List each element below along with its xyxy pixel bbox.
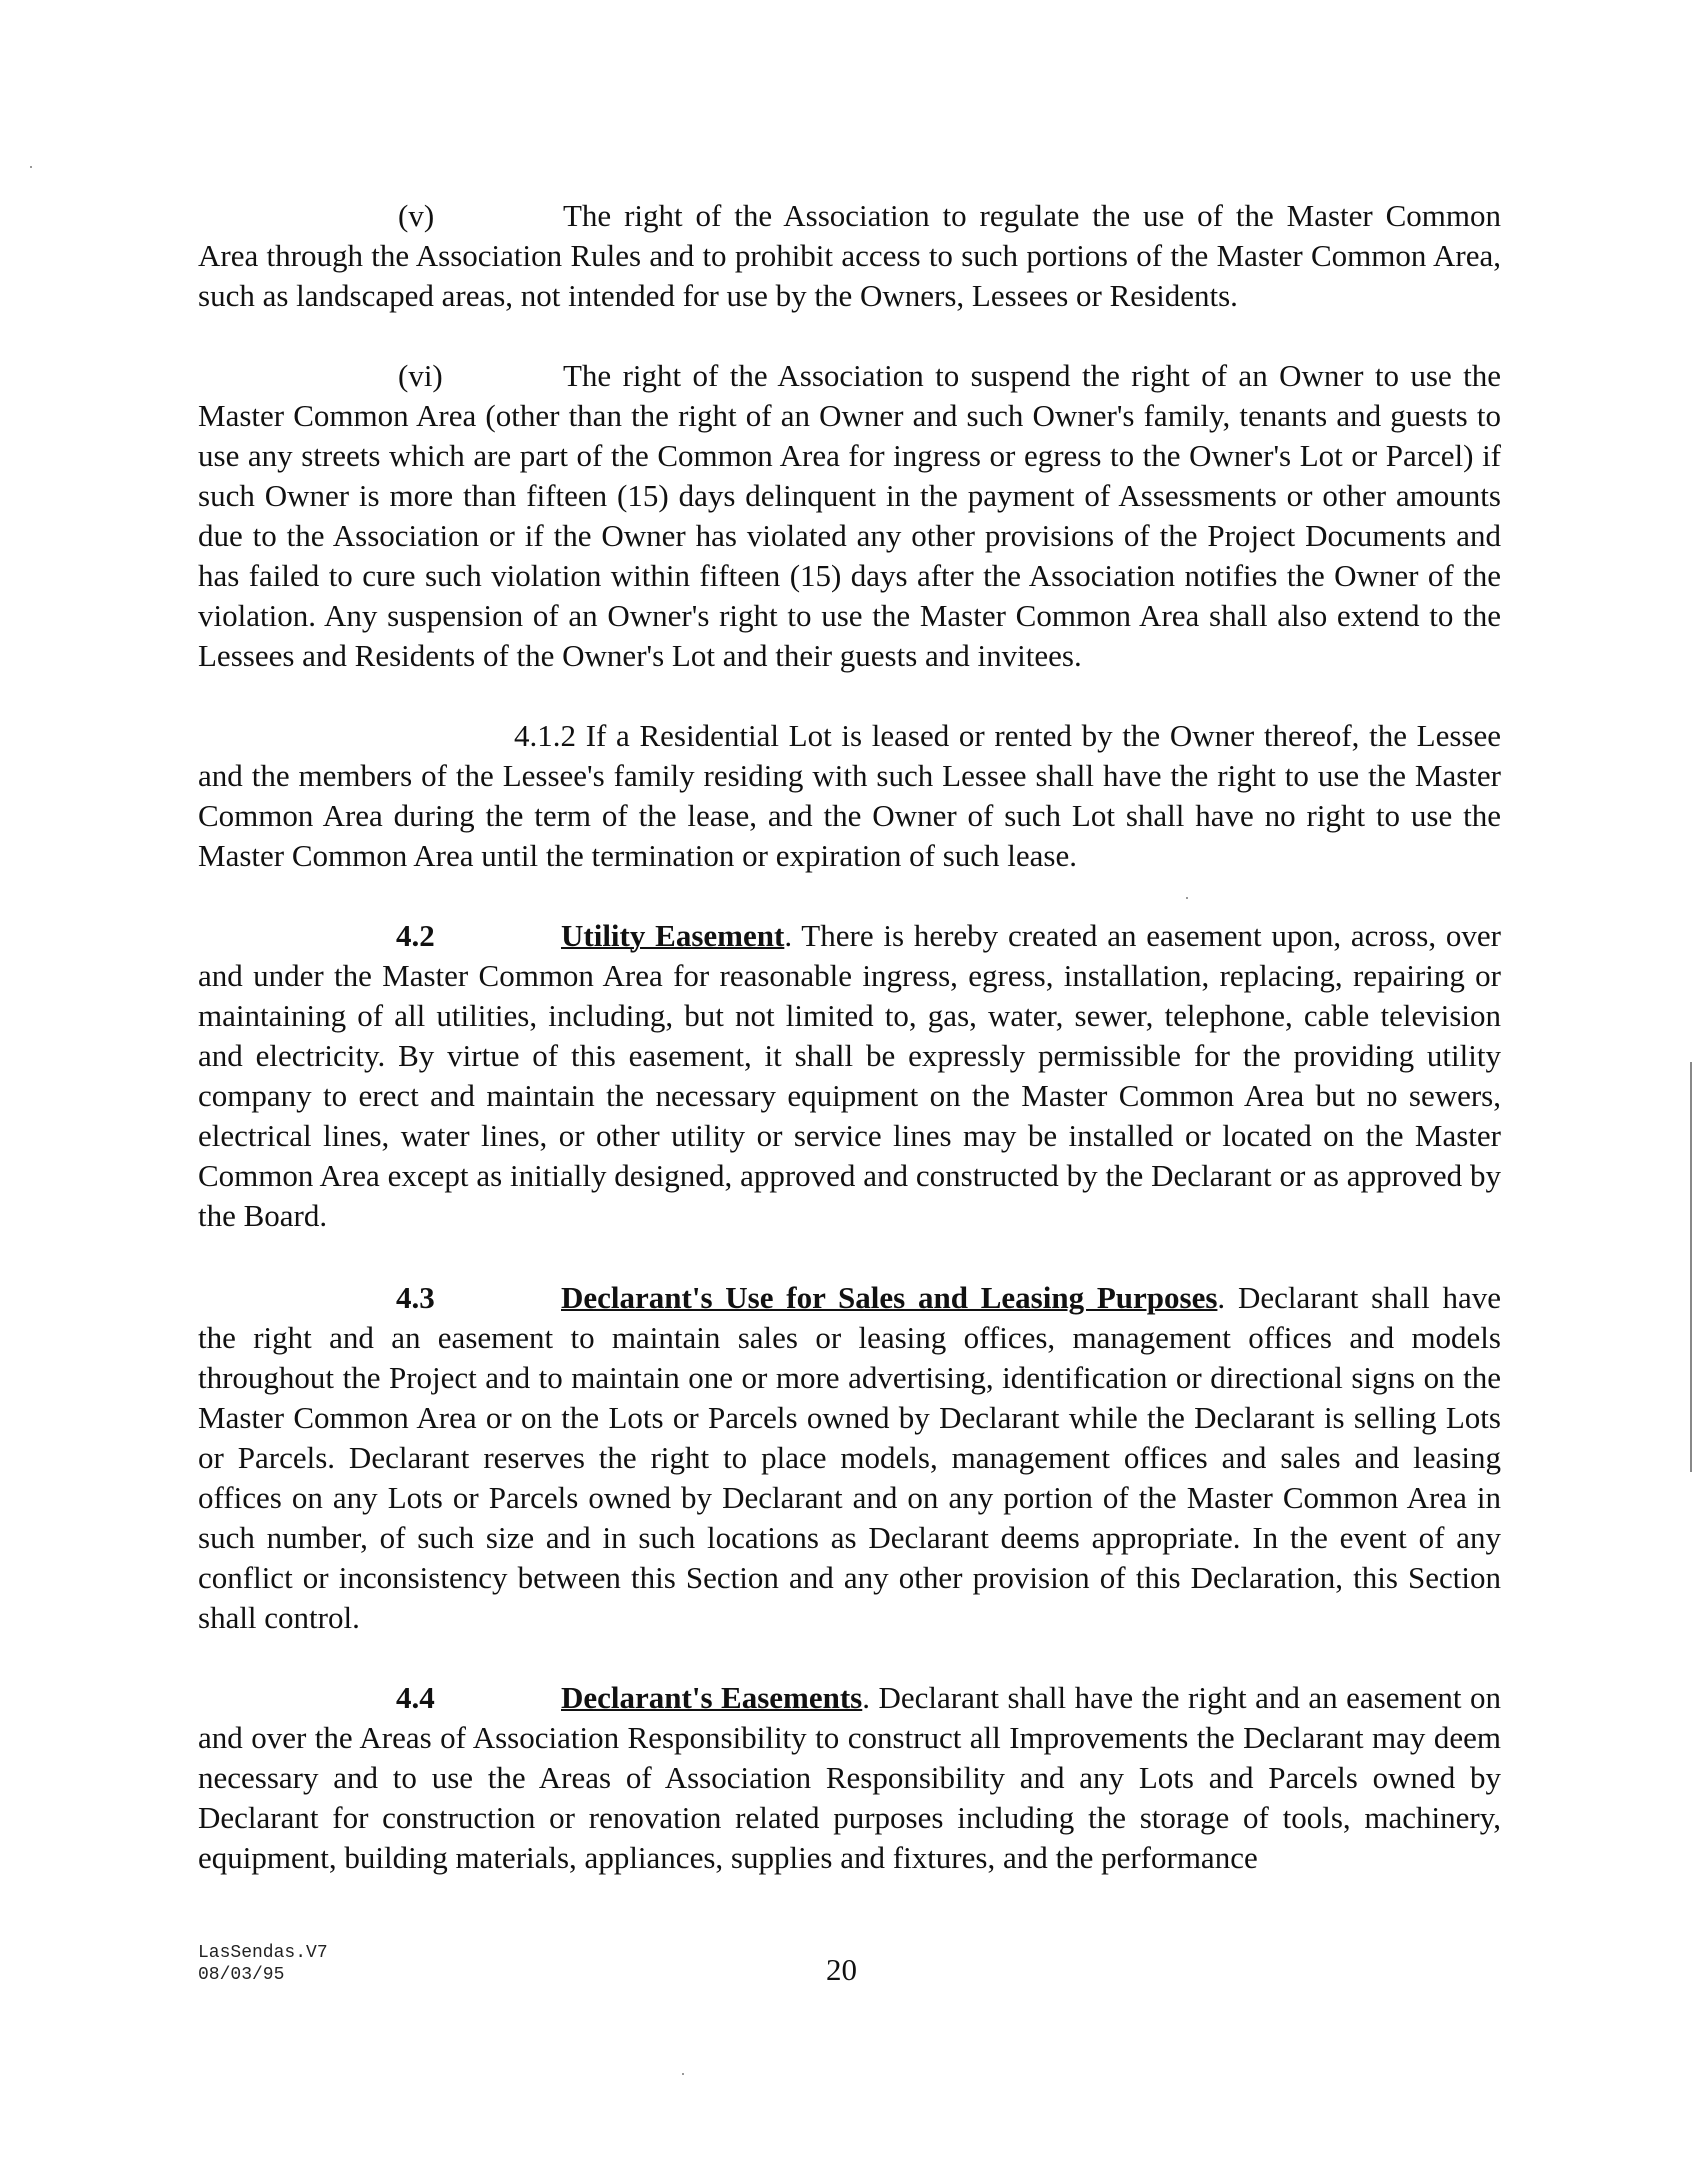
section-heading: Declarant's Use for Sales and Leasing Purposes [561,1280,1218,1315]
section-number: 4.4 [396,1680,435,1715]
section-4-4: 4.4 Declarant's Easements. Declarant shall have the right and an easement on and over the Areas of Association Responsibility to construct all Improvements the Declarant may deem necessary and to use the Areas of Association Responsibility and any Lots and Parcels owned by Declarant for construction or renovation related purposes including the storage of tools, machinery, equipment, building materials, appliances, supplies and fixtures, and the performance [198,1680,1502,1875]
footer-file-code: LasSendas.V7 [198,1943,328,1963]
scan-edge-line [1690,1062,1692,1472]
footer-document-code [198,1942,328,1986]
section-number: 4.2 [396,918,435,953]
page-number: 20 [826,1952,857,1987]
footer-date-code: 08/03/95 [198,1965,285,1985]
section-number: 4.3 [396,1280,435,1315]
scan-speck [30,166,32,168]
scan-speck [682,2073,684,2075]
section-heading: Utility Easement [561,918,785,953]
paragraph-4-1-2 [198,716,1501,876]
paragraph-text: If a Residential Lot is leased or rented by the Owner thereof, the Lessee and the members of the Lessee's family residing with such Lessee shall have the right to use the Master Common Area during the term of the lease, and the Owner of such Lot shall have no right to use the Master Common Area until the termination or expiration of such lease. [198,718,1502,873]
paragraph-v [198,196,1501,316]
section-heading: Declarant's Easements [561,1680,863,1715]
section-text: Declarant shall have the right and an easement on and over the Areas of Association Responsibility to construct all Improvements the Declarant may deem necessary and to use the Areas of Association Responsibility and any Lots and Parcels owned by Declarant for construction or renovation related purposes including the storage of tools, machinery, equipment, building materials, appliances, supplies and fixtures, and the performance [198,1680,1502,1875]
paragraph-text: The right of the Association to regulate the use of the Master Common Area through the Association Rules and to prohibit access to such portions of the Master Common Area, such as landscaped areas, not intended for use by the Owners, Lessees or Residents. [198,198,1501,313]
paragraph-vi [198,356,1501,676]
section-text: There is hereby created an easement upon, across, over and under the Master Common Area for reasonable ingress, egress, installation, replacing, repairing or maintaining of all utilities, including, but not limited to, gas, water, sewer, telephone, cable television and electricity. By virtue of this easement, it shall be expressly permissible for the providing utility company to erect and maintain the necessary equipment on the Master Common Area but no sewers, electrical lines, water lines, or other utility or service lines may be installed or located on the Master Common Area except as initially designed, approved and constructed by the Declarant or as approved by the Board. [198,918,1501,1233]
section-4-2: 4.2 Utility Easement. There is hereby created an easement upon, across, over and under the Master Common Area for reasonable ingress, egress, installation, replacing, repairing or maintaining of all utilities, including, but not limited to, gas, water, sewer, telephone, cable television and electricity. By virtue of this easement, it shall be expressly permissible for the providing utility company to erect and maintain the necessary equipment on the Master Common Area but no sewers, electrical lines, water lines, or other utility or service lines may be installed or located on the Master Common Area except as initially designed, approved and constructed by the Declarant or as approved by the Board. [198,918,1501,1233]
section-4-3: 4.3 Declarant's Use for Sales and Leasing Purposes. Declarant shall have the right and an easement to maintain sales or leasing offices, management offices and models throughout the Project and to maintain one or more advertising, identification or directional signs on the Master Common Area or on the Lots or Parcels owned by Declarant while the Declarant is selling Lots or Parcels. Declarant reserves the right to place models, management offices and sales and leasing offices on any Lots or Parcels owned by Declarant and on any portion of the Master Common Area in such number, of such size and in such locations as Declarant deems appropriate. In the event of any conflict or inconsistency between this Section and any other provision of this Declaration, this Section shall control. [198,1280,1502,1635]
paragraph-number: (v) [398,198,435,233]
scan-speck [1186,897,1188,899]
paragraph-number: 4.1.2 [514,718,576,753]
section-text: Declarant shall have the right and an easement to maintain sales or leasing offices, management offices and models throughout the Project and to maintain one or more advertising, identification or directional signs on the Master Common Area or on the Lots or Parcels owned by Declarant while the Declarant is selling Lots or Parcels. Declarant reserves the right to place models, management offices and sales and leasing offices on any Lots or Parcels owned by Declarant and on any portion of the Master Common Area in such number, of such size and in such locations as Declarant deems appropriate. In the event of any conflict or inconsistency between this Section and any other provision of this Declaration, this Section shall control. [198,1280,1502,1635]
paragraph-text: The right of the Association to suspend the right of an Owner to use the Master Common Area (other than the right of an Owner and such Owner's family, tenants and guests to use any streets which are part of the Common Area for ingress or egress to the Owner's Lot or Parcel) if such Owner is more than fifteen (15) days delinquent in the payment of Assessments or other amounts due to the Association or if the Owner has violated any other provisions of the Project Documents and has failed to cure such violation within fifteen (15) days after the Association notifies the Owner of the violation. Any suspension of an Owner's right to use the Master Common Area shall also extend to the Lessees and Residents of the Owner's Lot and their guests and invitees. [198,358,1501,673]
paragraph-number: (vi) [398,358,443,393]
